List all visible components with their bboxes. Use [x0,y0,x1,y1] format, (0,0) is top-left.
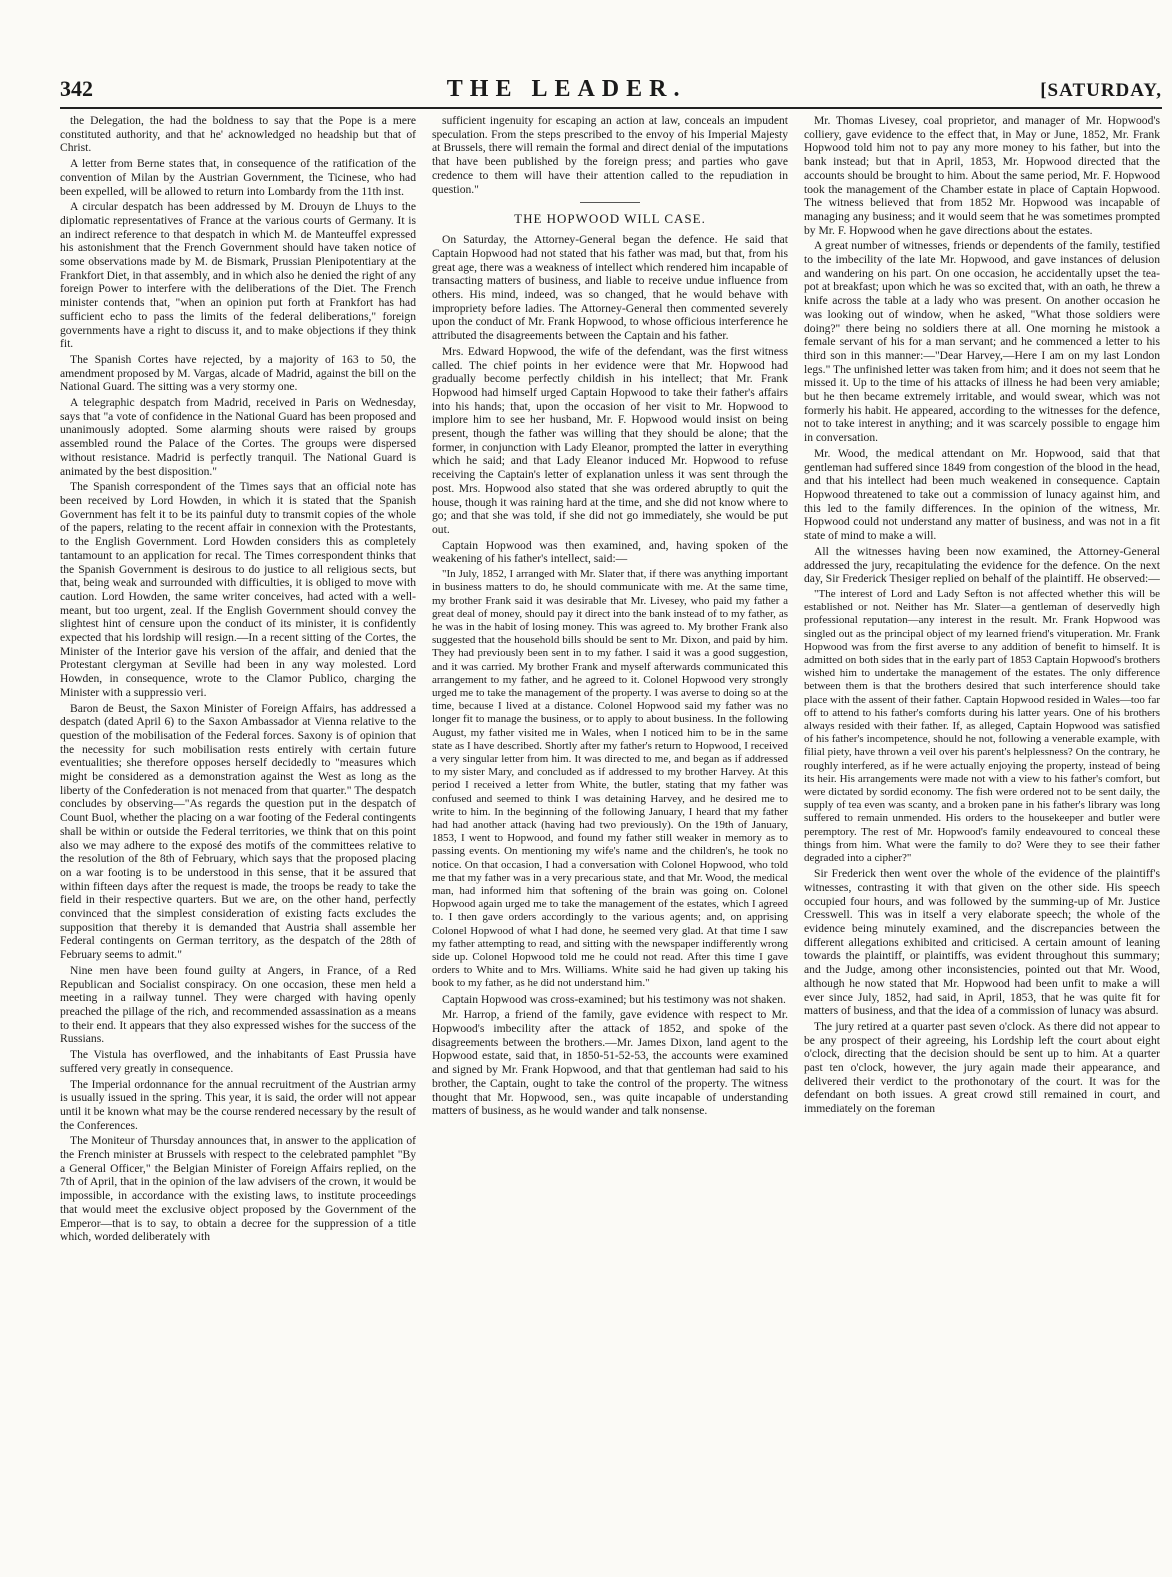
masthead-title: THE LEADER. [446,76,687,102]
article-paragraph: A letter from Berne states that, in consequence of the ratification of the convention of Milan by the Austrian Government, the Ticinese, who had been expelled, will be allowed to return into Lombardy from the 11th inst. [60,157,416,198]
column-3 [804,114,1160,1547]
column-1 [60,114,416,1547]
article-paragraph: A circular despatch has been addressed by M. Drouyn de Lhuys to the diplomatic representatives of France at the various courts of Germany. It is an indirect reference to that despatch in which M. de Manteuffel expressed his astonishment that the French Government should have taken notice of some observations made by M. de Bismark, Prussian Plenipotentiary at the Frankfort Diet, in that assembly, and in which also he denied the right of any foreign Power to interfere with the deliberations of the Diet. The French minister contends that, "when an opinion put forth at Frankfort has had sufficient echo to pass the limits of the federal deliberations," foreign governments have a right to discuss it, and to make objections if they think fit. [60,200,416,351]
article-paragraph: A telegraphic despatch from Madrid, received in Paris on Wednesday, says that "a vote of confidence in the National Guard has been proposed and unanimously adopted. Some alarming shouts were raised by groups assembled round the Palace of the Cortes. The groups were dispersed without resistance. Madrid is perfectly tranquil. The National Guard is animated by the best disposition." [60,396,416,478]
header-day: [SATURDAY, [1040,80,1162,101]
article-paragraph: The Vistula has overflowed, and the inhabitants of East Prussia have suffered very greatly in consequence. [60,1048,416,1075]
article-paragraph: the Delegation, the had the boldness to say that the Pope is a mere constituted authority, and that he' acknowledged no headship but that of Christ. [60,114,416,155]
article-paragraph: Mr. Wood, the medical attendant on Mr. Hopwood, said that that gentleman had suffered since 1849 from congestion of the blood in the head, and that his intellect had been much weakened in consequence. Captain Hopwood threatened to take out a commission of lunacy against him, and this led to the family differences. In the opinion of the witness, Mr. Hopwood could not understand any matter of business, and was not in a fit state of mind to make a will. [804,446,1160,543]
article-paragraph: sufficient ingenuity for escaping an action at law, conceals an impudent speculation. From the steps prescribed to the envoy of his Imperial Majesty at Brussels, there will remain the formal and direct denial of the imputations that have been published by the foreign press; and parties who gave credence to them will have their attention called to the repudiation in question." [432,114,788,196]
article-paragraph: Mr. Thomas Livesey, coal proprietor, and manager of Mr. Hopwood's colliery, gave evidence to the effect that, in May or June, 1852, Mr. Frank Hopwood told him not to pay any more money to his father, but into the bank instead; but that in April, 1853, Mr. Hopwood directed that the accounts should be brought to him. About the same period, Mr. F. Hopwood took the management of the Chamber estate in place of Captain Hopwood. The witness believed that from 1852 Mr. Hopwood was incapable of managing any business; and it would seem that he was sometimes prompted by Mr. F. Hopwood when he gave directions about the estates. [804,114,1160,237]
column-2 [432,114,788,1547]
header-rule [60,107,1162,109]
article-paragraph: The Moniteur of Thursday announces that, in answer to the application of the French minister at Brussels with respect to the celebrated pamphlet "By a General Officer," the Belgian Minister of Foreign Affairs replied, on the 7th of April, that in the opinion of the law advisers of the crown, it would be impossible, in accordance with the existing laws, to institute proceedings that would meet the exclusive object proposed by the Government of the Emperor—that is to say, to obtain a decree for the suppression of a title which, worded deliberately with [60,1134,416,1244]
page-header [60,76,1162,104]
article-paragraph: A great number of witnesses, friends or dependents of the family, testified to the imbecility of the late Mr. Hopwood, and gave instances of delusion and wandering on his part. On one occasion, he accidentally upset the tea-pot at breakfast; upon which he was so excited that, with an oath, he threw a knife across the table at a lady who was present. On another occasion he was looking out of window, when he asked, "What those soldiers were doing?" there being no soldiers there at all. One morning he mistook a female servant of his for a man servant; and he commenced a letter to his third son in this manner:—"Dear Harvey,—Here I am on my last London legs." The unfinished letter was taken from him; and it does not seem that he missed it. Up to the time of his attacks of illness he had been very amiable; but he then became extremely irritable, and would swear, which was not formerly his habit. He appeared, according to the witnesses for the defence, not to take interest in anything; and it was scarcely possible to engage him in conversation. [804,239,1160,445]
article-paragraph: The Imperial ordonnance for the annual recruitment of the Austrian army is usually issued in the spring. This year, it is said, the order will not appear until it be known what may be the course rendered necessary by the result of the Conferences. [60,1077,416,1132]
article-paragraph: Sir Frederick then went over the whole of the evidence of the plaintiff's witnesses, contrasting it with that given on the other side. His speech occupied four hours, and was followed by the summing-up of Mr. Justice Cresswell. This was in itself a very elaborate speech; the whole of the evidence being minutely examined, and the discrepancies between the different allegations exhibited and criticised. A certain amount of leaning towards the plaintiff, or plaintiffs, was evident throughout this summary; and the Judge, among other inconsistencies, pointed out that Mr. Wood, although he now stated that Mr. Hopwood had been unfit to make a will ever since July, 1852, had said, in April, 1853, that he was quite fit for matters of business, and that the idea of a commission of lunacy was absurd. [804,867,1160,1018]
article-paragraph: "The interest of Lord and Lady Sefton is not affected whether this will be established or not. Neither has Mr. Slater—a gentleman of deservedly high professional reputation—any interest in the result. Mr. Frank Hopwood was singled out as the principal object of my learned friend's vituperation. Mr. Frank Hopwood was from the first averse to any addition of benefit to himself. It is admitted on both sides that in the early part of 1853 Captain Hopwood's brothers wished him to undertake the management of the estates. The only difference between them is that the brothers desired that such interference should take place with the assent of their father. Captain Hopwood resided in Wales—too far off to attend to his father's comforts during his latter years. One of his brothers always resided with their father. If, as alleged, Captain Hopwood was satisfied of his father's incompetence, should he not, following a venerable example, with filial piety, have thrown a veil over his parent's helplessness? On the contrary, he roughly interfered, as if he were actually enjoying the property, instead of being its heir. His arrangements were made not with a view to his father's comfort, but were dictated by sordid economy. The fish were ordered not to be sent daily, the supply of tea even was scanty, and a broken pane in his father's library was long suffered to remain unmended. His orders to the housekeeper and butler were peremptory. The rest of Mr. Hopwood's family endeavoured to conceal these things from him. What were the family to do? Were they to see their father degraded into a cipher?" [804,587,1160,864]
article-paragraph: Captain Hopwood was then examined, and, having spoken of the weakening of his father's intellect, said:— [432,538,788,566]
article-paragraph: The jury retired at a quarter past seven o'clock. As there did not appear to be any prospect of their agreeing, his Lordship left the court about eight o'clock, directing that the decision should be sent up to him. At a quarter past ten o'clock, however, the jury again made their appearance, and delivered their verdict to the prothonotary of the court. It was for the defendant on both issues. A great crowd still remained in court, and immediately on the foreman [804,1019,1160,1116]
article-paragraph: Mr. Harrop, a friend of the family, gave evidence with respect to Mr. Hopwood's imbecility after the attack of 1852, and spoke of the disagreements between the brothers.—Mr. James Dixon, land agent to the Hopwood estate, said that, in 1850-51-52-53, the accounts were examined and signed by Mr. Frank Hopwood, and that that gentleman had said to his brother, the Captain, ought to take the control of the property. The witness thought that Mr. Hopwood, sen., was quite incapable of understanding matters of business, as he would wander and talk nonsense. [432,1008,788,1118]
section-title: THE HOPWOOD WILL CASE. [432,202,788,227]
columns [60,114,1160,1547]
article-paragraph: On Saturday, the Attorney-General began the defence. He said that Captain Hopwood had not stated that his father was mad, but that, from his great age, there was a weakness of intellect which rendered him incapable of transacting matters of business, and liable to receive undue influence from others. His mind, indeed, was so changed, that he would behave with impropriety before ladies. The Attorney-General then commented severely upon the conduct of Mr. Frank Hopwood, to whose officious interference he attributed the disagreements between the Captain and his father. [432,233,788,343]
article-paragraph: "In July, 1852, I arranged with Mr. Slater that, if there was anything important in business matters to do, he should communicate with me. At the same time, my brother Frank said it was desirable that Mr. Livesey, who paid my father a great deal of money, should pay it direct into the bank instead of to my father, as he was in the habit of losing money. This was agreed to. My brother Frank also suggested that the household bills should be sent to Mr. Dixon, and paid by him. They had previously been sent in to my father. I said it was a good suggestion, and it was carried. My brother Frank and myself afterwards communicated this arrangement to my father, and he agreed to it. Colonel Hopwood very strongly urged me to take the management of the property. I was averse to doing so at the time, because I lived at a distance. Colonel Hopwood said my father was no longer fit to manage the business, or to apply to about business. In the following August, my father visited me in Wales, when I noticed him to be in the same state as I have described. Shortly after my father's return to Hopwood, I received a very singular letter from him. It was directed to me, and began as if addressed to my sister Mary, and concluded as if addressed to my brother Harvey. At this period I received a letter from White, the butler, stating that my father was confused and seemed to think I was detaining Harvey, and he desired me to write to him. In the beginning of the following January, I heard that my father had had another attack (having had two previously). On the 19th of January, 1853, I went to Hopwood, and found my father still weaker in memory as to passing events. On mentioning my wife's name and the children's, he took no notice. On that occasion, I had a conversation with Colonel Hopwood, who told me that my father was in a very precarious state, and that Mr. Wood, the medical man, had informed him that softening of the brain was going on. Colonel Hopwood again urged me to take the management of the estates, which I agreed to. I then gave orders accordingly to the various agents; and, on apprising Colonel Hopwood of what I had done, he seemed very glad. At that time I saw my father attempting to read, and sitting with the newspaper indifferently wrong side up. Colonel Hopwood told me he could not read. After this time I gave orders to White and to Mrs. Williams. White said he had given up taking his book to my father, as he did not understand him." [432,568,788,990]
article-paragraph: Nine men have been found guilty at Angers, in France, of a Red Republican and Socialist conspiracy. On one occasion, these men held a meeting in a railway tunnel. They were charged with having openly preached the pillage of the rich, and recommended assassination as a means to their end. It appears that they also expressed wishes for the success of the Russians. [60,963,416,1046]
article-paragraph: The Spanish correspondent of the Times says that an official note has been received by Lord Howden, in which it is stated that the Spanish Government has felt it to be its painful duty to transmit copies of the whole of the papers, relating to the recent affair in connexion with the Protestants, to the English Government. Lord Howden considers this as completely tantamount to an application for recal. The Times correspondent thinks that the Spanish Government is desirous to do justice to all religious sects, but that, being weak and surrounded with difficulties, it is obliged to move with caution. Lord Howden, the same writer conceives, had acted with a well-meant, but too urgent, zeal. If the English Government should convey the slightest hint of censure upon the conduct of its minister, it is confidently expected that his lordship will resign.—In a recent sitting of the Cortes, the Minister of the Interior gave his version of the affair, and denied that the Protestant clergyman at Seville had been in any way molested. Lord Howden, in consequence, wrote to the Clamor Publico, charging the Minister with a suppressio veri. [60,480,416,699]
article-paragraph: Captain Hopwood was cross-examined; but his testimony was not shaken. [442,992,786,1006]
article-paragraph: All the witnesses having been now examined, the Attorney-General addressed the jury, recapitulating the evidence for the defence. On the next day, Sir Frederick Thesiger replied on behalf of the plaintiff. He observed:— [804,544,1160,586]
article-paragraph: Mrs. Edward Hopwood, the wife of the defendant, was the first witness called. The chief points in her evidence were that Mr. Hopwood had gradually become perfectly childish in his intellect; that Mr. Frank Hopwood had himself urged Captain Hopwood to take their father's affairs into his hands; that, upon the occasion of her visit to Mr. Hopwood to implore him to see her husband, Mr. F. Hopwood would insist on being present, though the father was willing that they should be alone; that the former, in conjunction with Lady Eleanor, prompted the latter in everything which he said; and that Lady Eleanor induced Mr. Hopwood to refuse receiving the Captain's letter of explanation unless it was sent through the post. Mrs. Hopwood also stated that she was ordered abruptly to quit the house, though it was raining hard at the time, and she did not know where to go; and that she was told, if she did not go immediately, she would be put out. [432,344,788,536]
article-paragraph: Baron de Beust, the Saxon Minister of Foreign Affairs, has addressed a despatch (dated April 6) to the Saxon Ambassador at Vienna relative to the question of the mobilisation of the Federal forces. Saxony is of opinion that the necessity for such mobilisation rests entirely with certain future eventualities; she therefore opposes herself decidedly to "measures which might be considered as a demonstration against the West as long as the liberty of the Confederation is not menaced from that quarter." The despatch concludes by observing—"As regards the question put in the despatch of Count Buol, whether the placing on a war footing of the Federal contingents shall be within or outside the Federal territories, we think that on this point also we may adhere to the exposé des motifs of the committees relative to the resolution of the 8th of February, which says that the proposed placing on a war footing is to be understood in this sense, that it be assured that within fifteen days after the request is made, the troops be ready to take the field in their respective quarters. But we are, on the other hand, perfectly convinced that the simplest consideration of existing facts excludes the supposition that thereby it is demanded that Austria shall assemble her Federal contingents on German territory, as the despatch of the 28th of February seems to admit." [60,701,416,962]
page-number: 342 [60,76,93,101]
article-paragraph: The Spanish Cortes have rejected, by a majority of 163 to 50, the amendment proposed by M. Vargas, alcade of Madrid, against the bill on the National Guard. The sitting was a very stormy one. [60,352,416,394]
